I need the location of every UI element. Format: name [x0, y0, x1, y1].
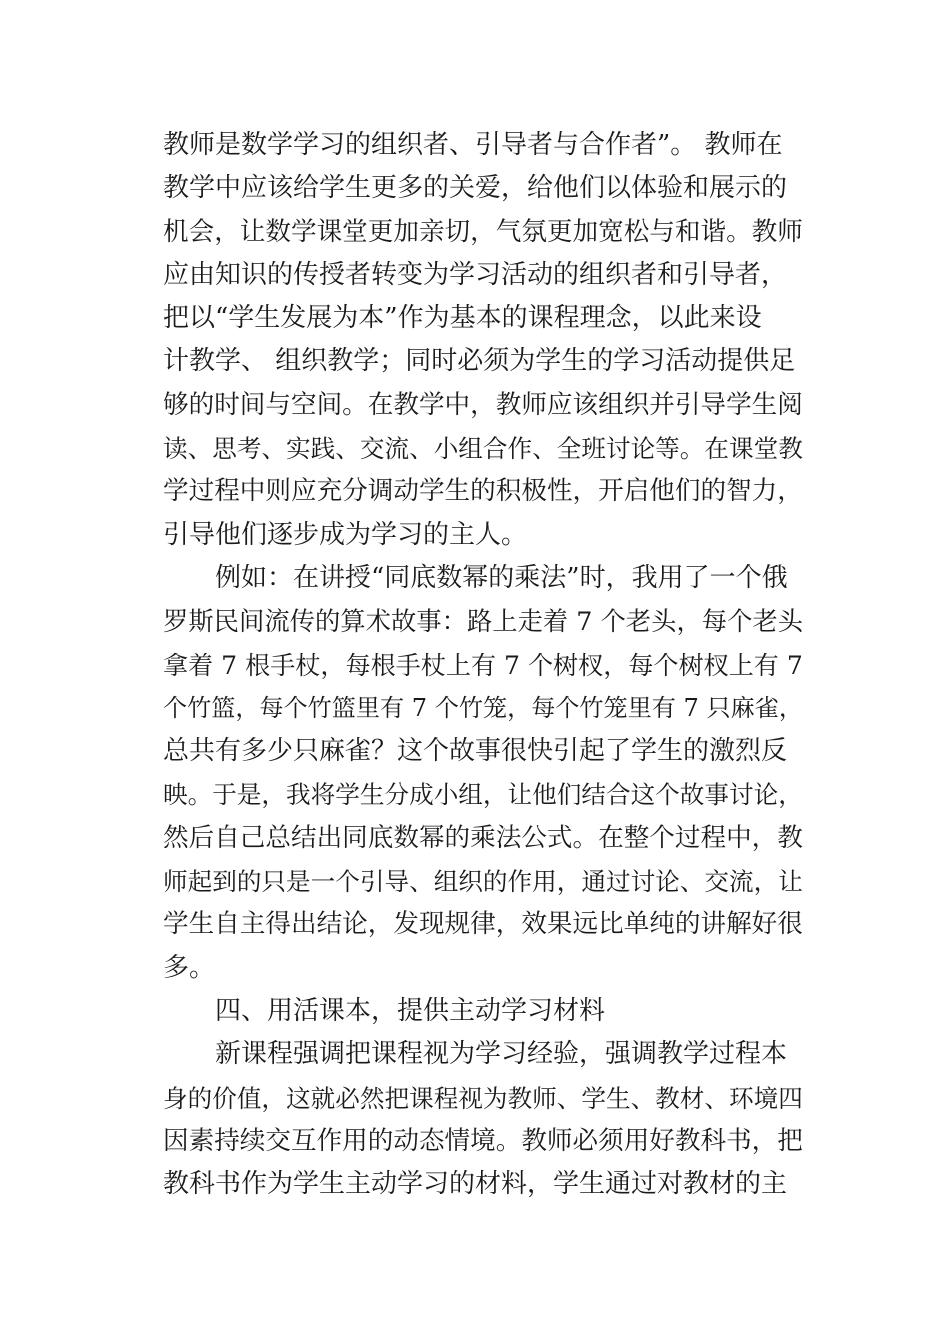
text-line: 读、思考、实践、交流、小组合作、全班讨论等。在课堂教: [163, 434, 803, 464]
text-line: 例如：在讲授“同底数幂的乘法”时，我用了一个俄: [215, 562, 788, 593]
text-line: 学过程中则应充分调动学生的积极性，开启他们的智力，: [163, 476, 803, 507]
text-line: 拿着 7 根手杖，每根手杖上有 7 个树杈，每个树杈上有 7: [163, 650, 803, 680]
text-line: 四、用活课本，提供主动学习材料: [215, 995, 606, 1026]
text-line: 学生自主得出结论，发现规律，效果远比单纯的讲解好很: [163, 909, 803, 940]
text-line: 引导他们逐步成为学习的主人。: [163, 519, 528, 550]
text-line: 总共有多少只麻雀？这个故事很快引起了学生的激烈反: [163, 736, 788, 767]
text-line: 教学中应该给学生更多的关爱，给他们以体验和展示的: [163, 173, 788, 204]
text-line: 新课程强调把课程视为学习经验，强调教学过程本: [215, 1039, 788, 1070]
text-line: 师起到的只是一个引导、组织的作用，通过讨论、交流，让: [163, 867, 803, 897]
text-line: 多。: [163, 952, 216, 983]
text-line: 计教学、 组织教学；同时必须为学生的学习活动提供足: [163, 346, 796, 377]
text-line: 把以“学生发展为本”作为基本的课程理念，以此来设: [163, 303, 762, 334]
text-line: 机会，让数学课堂更加亲切，气氛更加宽松与和谐。教师: [163, 216, 803, 247]
text-line: 够的时间与空间。在教学中，教师应该组织并引导学生阅: [163, 389, 803, 420]
text-line: 映。于是，我将学生分成小组，让他们结合这个故事讨论，: [163, 780, 803, 810]
text-line: 教师是数学学习的组织者、引导者与合作者”。 教师在: [163, 130, 783, 160]
text-line: 个竹篮，每个竹篮里有 7 个竹笼，每个竹笼里有 7 只麻雀，: [163, 693, 803, 722]
text-line: 罗斯民间流传的算术故事：路上走着 7 个老头，每个老头: [163, 606, 804, 637]
text-line: 然后自己总结出同底数幂的乘法公式。在整个过程中，教: [163, 822, 803, 853]
text-line: 应由知识的传授者转变为学习活动的组织者和引导者，: [163, 259, 788, 290]
text-line: 教科书作为学生主动学习的材料，学生通过对教材的主: [163, 1169, 788, 1200]
body-text: [163, 124, 803, 1206]
text-line: 身的价值，这就必然把课程视为教师、学生、教材、环境四: [163, 1083, 803, 1113]
text-line: 因素持续交互作用的动态情境。教师必须用好教科书，把: [163, 1125, 803, 1156]
